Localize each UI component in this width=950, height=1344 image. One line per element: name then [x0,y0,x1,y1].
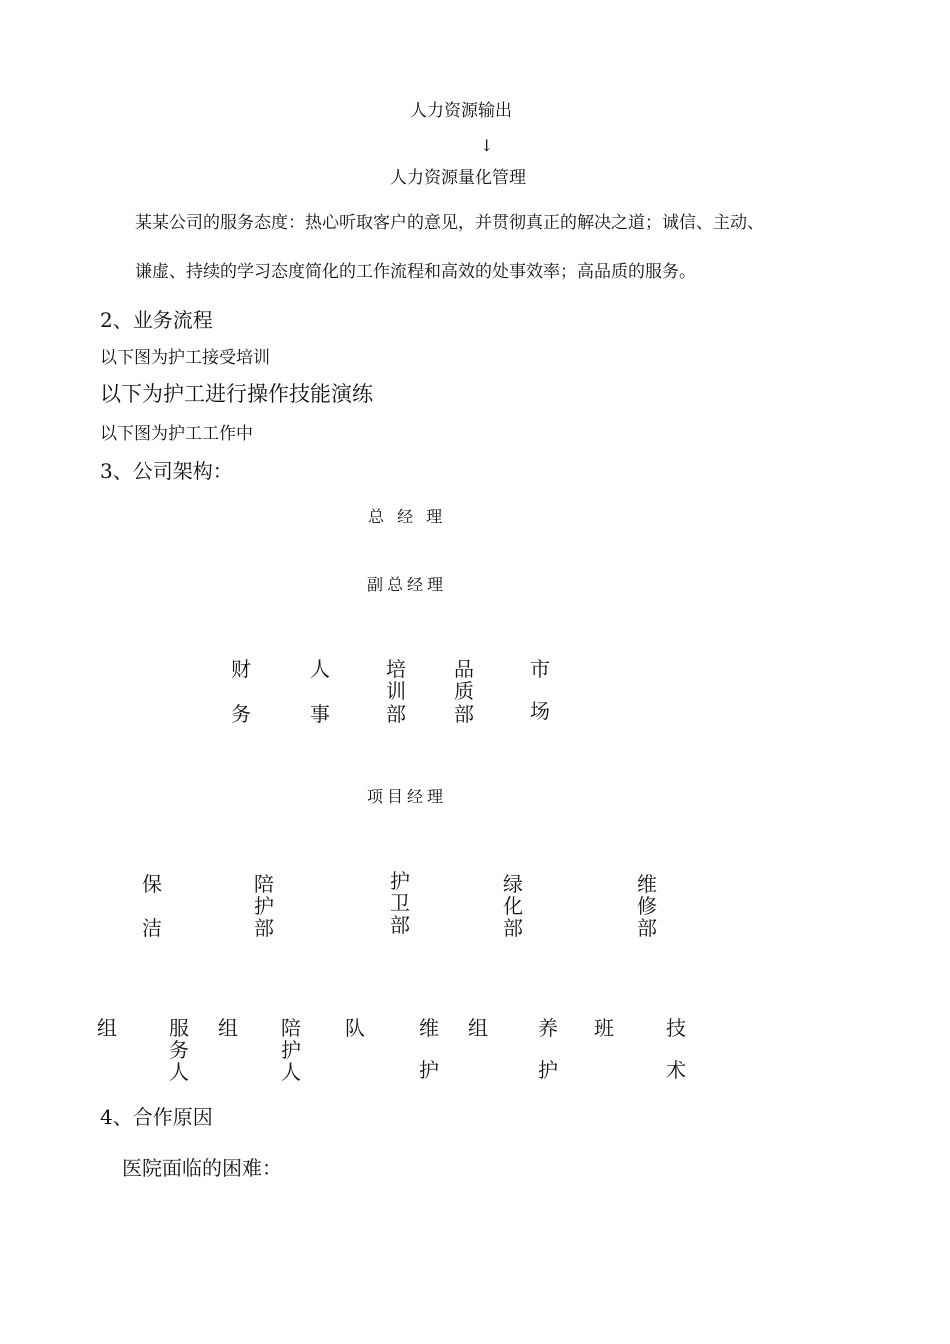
pdept-security-char: 卫 [390,891,410,915]
pdept-escort-char: 陪 [254,872,274,896]
dept-training-char: 部 [386,702,406,726]
attitude-line-2: 谦虚、持续的学习态度简化的工作流程和高效的处事效率；高品质的服务。 [135,262,696,282]
org-deputy-manager: 副总经理 [367,575,448,594]
dept-training-char: 培 [386,657,406,681]
team-service-staff-char: 人 [169,1060,189,1084]
pdept-escort-char: 部 [254,916,274,940]
team-technical-char: 术 [666,1058,686,1082]
dept-market-char: 场 [530,699,550,723]
pdept-maintenance-char: 维 [637,872,657,896]
dept-quality-char: 质 [454,679,474,703]
org-project-manager: 项目经理 [367,787,448,806]
attitude-line-1: 某某公司的服务态度：热心听取客户的意见，并贯彻真正的解决之道；诚信、主动、 [135,213,764,233]
team-maintain-char: 护 [419,1058,439,1082]
dept-quality-char: 品 [454,657,474,681]
pdept-cleaning-char: 洁 [142,916,162,940]
dept-hr-char: 人 [310,657,330,681]
section4-heading: 4、合作原因 [100,1105,213,1129]
flow-bottom-label: 人力资源量化管理 [390,168,526,188]
team-maintain-char: 维 [419,1016,439,1040]
team-group-1: 组 [97,1016,117,1040]
pdept-cleaning-char: 保 [142,872,162,896]
caption-skills-drill: 以下为护工进行操作技能演练 [100,382,373,406]
team-escort-staff-char: 人 [281,1060,301,1084]
team-escort-staff-char: 陪 [281,1016,301,1040]
team-escort-staff-char: 护 [281,1038,301,1062]
section2-heading: 2、业务流程 [100,308,213,332]
team-technical-char: 技 [666,1016,686,1040]
pdept-greening-char: 部 [503,916,523,940]
dept-training-char: 训 [386,679,406,703]
team-group-3: 组 [468,1016,488,1040]
pdept-greening-char: 化 [503,894,523,918]
dept-quality-char: 部 [454,702,474,726]
team-squad: 队 [345,1016,365,1040]
flow-top-label: 人力资源输出 [410,101,512,121]
org-general-manager: 总 经 理 [368,507,447,526]
team-shift: 班 [594,1016,614,1040]
team-upkeep-char: 护 [538,1058,558,1082]
pdept-escort-char: 护 [254,894,274,918]
team-service-staff-char: 服 [169,1016,189,1040]
pdept-greening-char: 绿 [503,872,523,896]
section3-heading: 3、公司架构： [100,459,233,483]
section4-subheading: 医院面临的困难： [122,1156,282,1180]
pdept-security-char: 部 [390,913,410,937]
pdept-maintenance-char: 部 [637,916,657,940]
pdept-maintenance-char: 修 [637,894,657,918]
flow-down-arrow-icon: ↓ [480,136,494,155]
pdept-security-char: 护 [390,869,410,893]
team-upkeep-char: 养 [538,1016,558,1040]
dept-hr-char: 事 [310,702,330,726]
dept-market-char: 市 [530,657,550,681]
team-service-staff-char: 务 [169,1038,189,1062]
dept-finance-char: 务 [231,702,251,726]
dept-finance-char: 财 [231,657,251,681]
caption-at-work: 以下图为护工工作中 [100,424,253,444]
team-group-2: 组 [218,1016,238,1040]
caption-training: 以下图为护工接受培训 [100,348,270,368]
